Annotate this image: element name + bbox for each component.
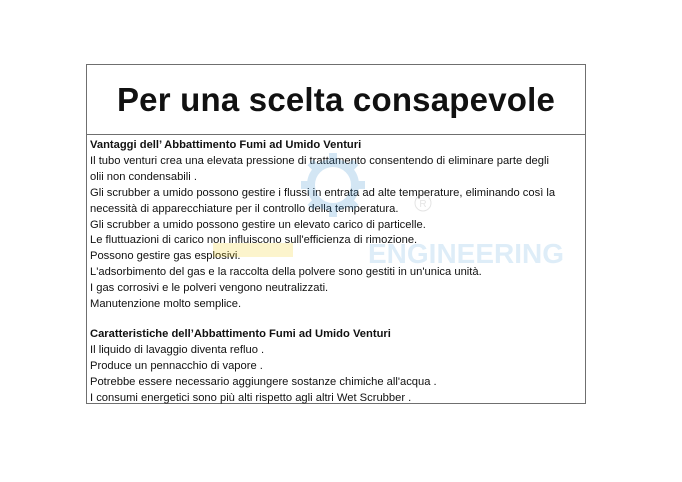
advantage-line: Manutenzione molto semplice. xyxy=(90,298,242,311)
title-box xyxy=(87,65,585,135)
section-spacer xyxy=(90,313,585,327)
advantage-line: necessità di apparecchiature per il controllo della temperatura. xyxy=(90,202,399,215)
advantage-line: olii non condensabili . xyxy=(90,170,197,183)
advantage-line: Le fluttuazioni di carico non influiscono sull'efficienza di rimozione. xyxy=(90,234,418,247)
advantage-line: Gli scrubber a umido possono gestire un elevato carico di particelle. xyxy=(90,218,426,231)
characteristics-list xyxy=(90,343,585,407)
watermark-text: ENGINEERING xyxy=(368,238,565,269)
advantage-line: Il tubo venturi crea una elevata pressione di trattamento consentendo di eliminare parte degli xyxy=(90,154,549,167)
advantage-line: Gli scrubber a umido possono gestire i flussi in entrata ad alte temperature, eliminando così la xyxy=(90,186,556,199)
characteristic-line: I consumi energetici sono più alti rispetto agli altri Wet Scrubber . xyxy=(90,391,412,404)
characteristic-line: Il liquido di lavaggio diventa refluo . xyxy=(90,343,265,356)
section-heading-advantages: Vantaggi dell’ Abbattimento Fumi ad Umido Venturi xyxy=(90,139,362,151)
advantage-line: I gas corrosivi e le polveri vengono neutralizzati. xyxy=(90,282,329,295)
advantages-list xyxy=(90,154,585,313)
registered-mark: R xyxy=(419,199,427,210)
section-heading-characteristics: Caratteristiche dell’Abbattimento Fumi ad Umido Venturi xyxy=(90,327,391,340)
page-title: Per una scelta consapevole xyxy=(116,80,556,118)
document-box xyxy=(86,64,586,404)
advantage-line: Possono gestire gas esplosivi. xyxy=(90,250,241,263)
advantage-line: L'adsorbimento del gas e la raccolta della polvere sono gestiti in un'unica unità. xyxy=(90,266,482,279)
characteristic-line: Potrebbe essere necessario aggiungere sostanze chimiche all'acqua . xyxy=(90,375,437,388)
content-area xyxy=(87,135,585,407)
characteristic-line: Produce un pennacchio di vapore . xyxy=(90,359,263,372)
